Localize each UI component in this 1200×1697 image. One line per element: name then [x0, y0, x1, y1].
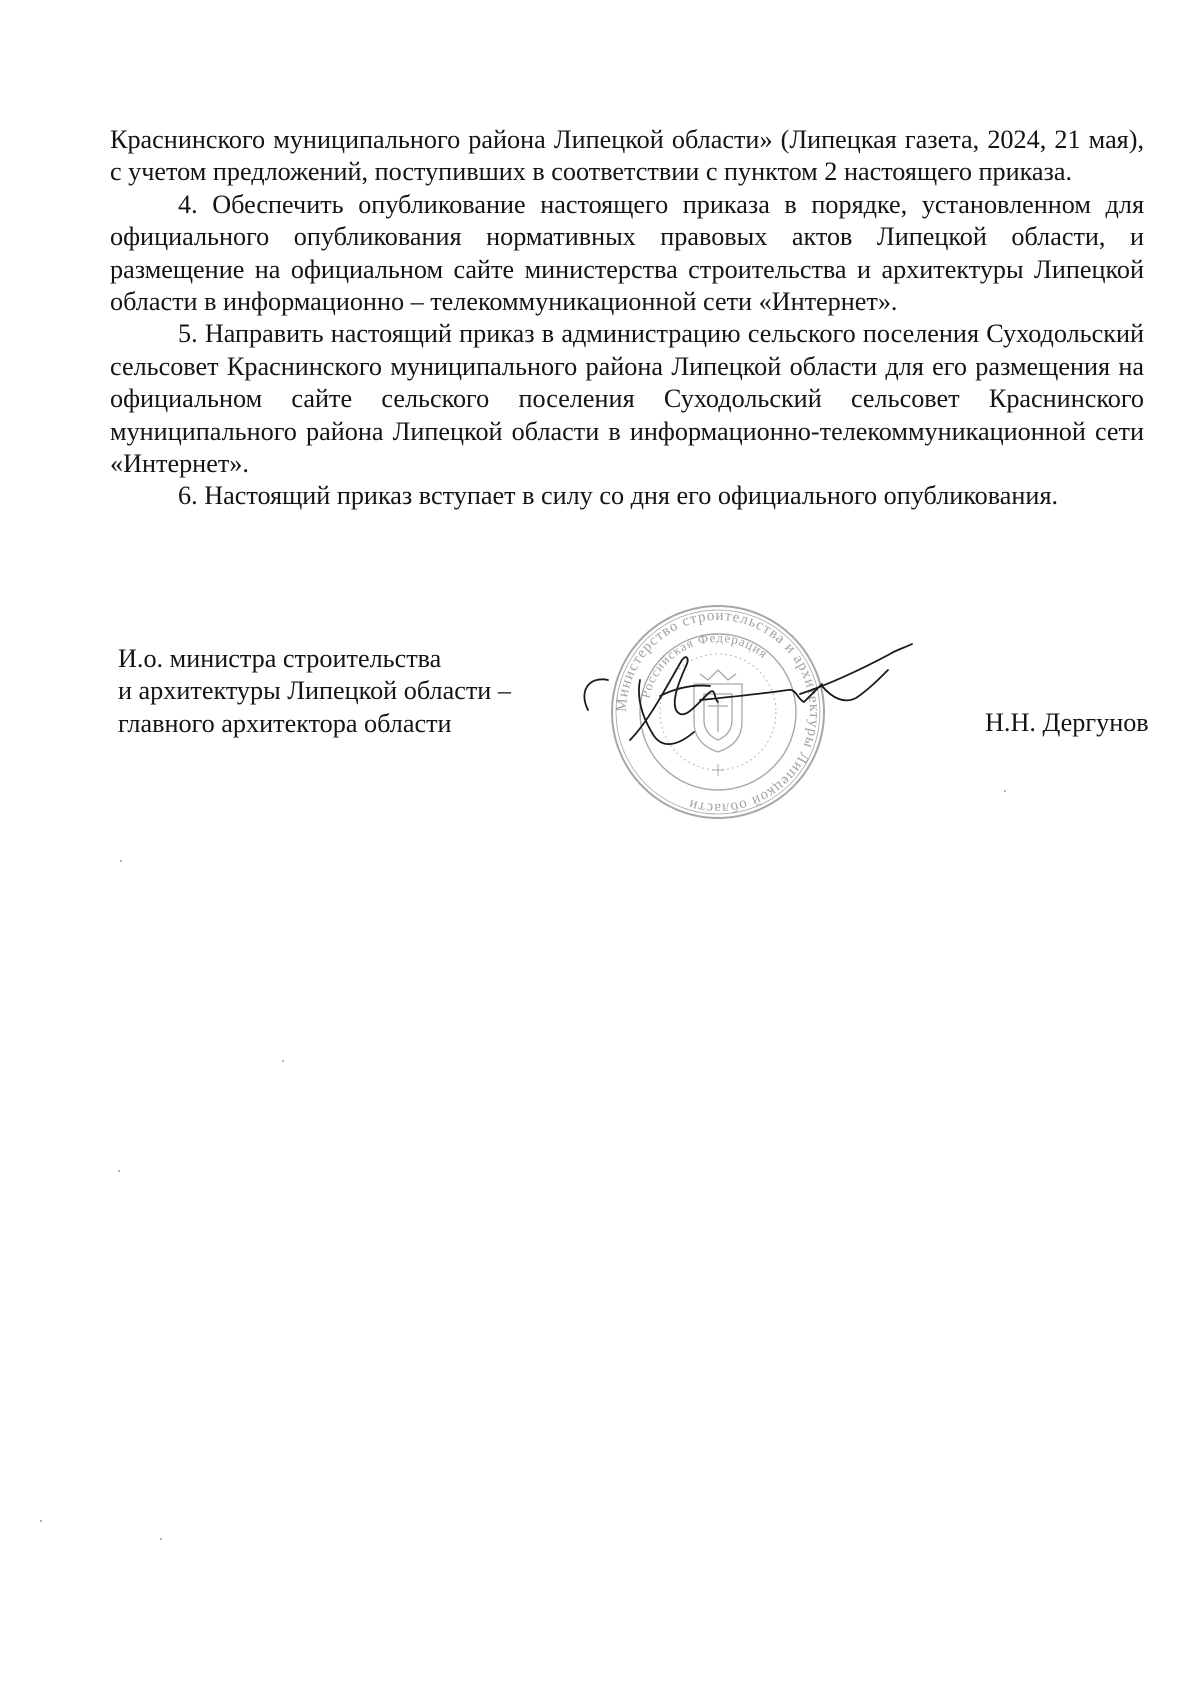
handwritten-signature	[560, 640, 960, 780]
position-line: И.о. министра строительства	[118, 644, 442, 673]
signer-name: Н.Н. Дергунов	[985, 708, 1149, 737]
position-line: главного архитектора области	[118, 708, 452, 738]
scan-speck	[1004, 790, 1006, 792]
scan-speck	[120, 860, 122, 862]
seal-outer-text: Министерство строительства и архитектуры Липецкой области	[613, 607, 823, 817]
seal-inner-text: Российская Федерация	[637, 629, 772, 700]
signatory-position	[118, 643, 511, 740]
position-line: и архитектуры Липецкой области –	[118, 676, 511, 706]
scan-speck	[282, 1060, 284, 1062]
scan-speck	[40, 1520, 42, 1522]
paragraph-item-5: 5. Направить настоящий приказ в администрацию сельского поселения Суходольский сельсовет Краснинского муниципального района Липецкой области для его размещения на официальном сайте сельского поселения Суходольский сельсовет Краснинского муниципального района Липецкой области в информационно-телекоммуникационной сети «Интернет».	[110, 319, 1144, 479]
scan-speck	[160, 1538, 162, 1540]
signature-graphic	[560, 640, 960, 780]
scan-speck	[118, 1170, 120, 1172]
document-body	[110, 124, 1144, 513]
paragraph-continuation: Краснинского муниципального района Липецкой области» (Липецкая газета, 2024, 21 мая), с учетом предложений, поступивших в соответствии с пунктом 2 настоящего приказа.	[110, 125, 1144, 187]
paragraph-item-6: 6. Настоящий приказ вступает в силу со дня его официального опубликования.	[178, 481, 1059, 511]
paragraph-item-4: 4. Обеспечить опубликование настоящего приказа в порядке, установленном для официального опубликования нормативных правовых актов Липецкой области, и размещение на официальном сайте министерства строительства и архитектуры Липецкой области в информационно – телекоммуникационной сети «Интернет».	[110, 189, 1144, 317]
